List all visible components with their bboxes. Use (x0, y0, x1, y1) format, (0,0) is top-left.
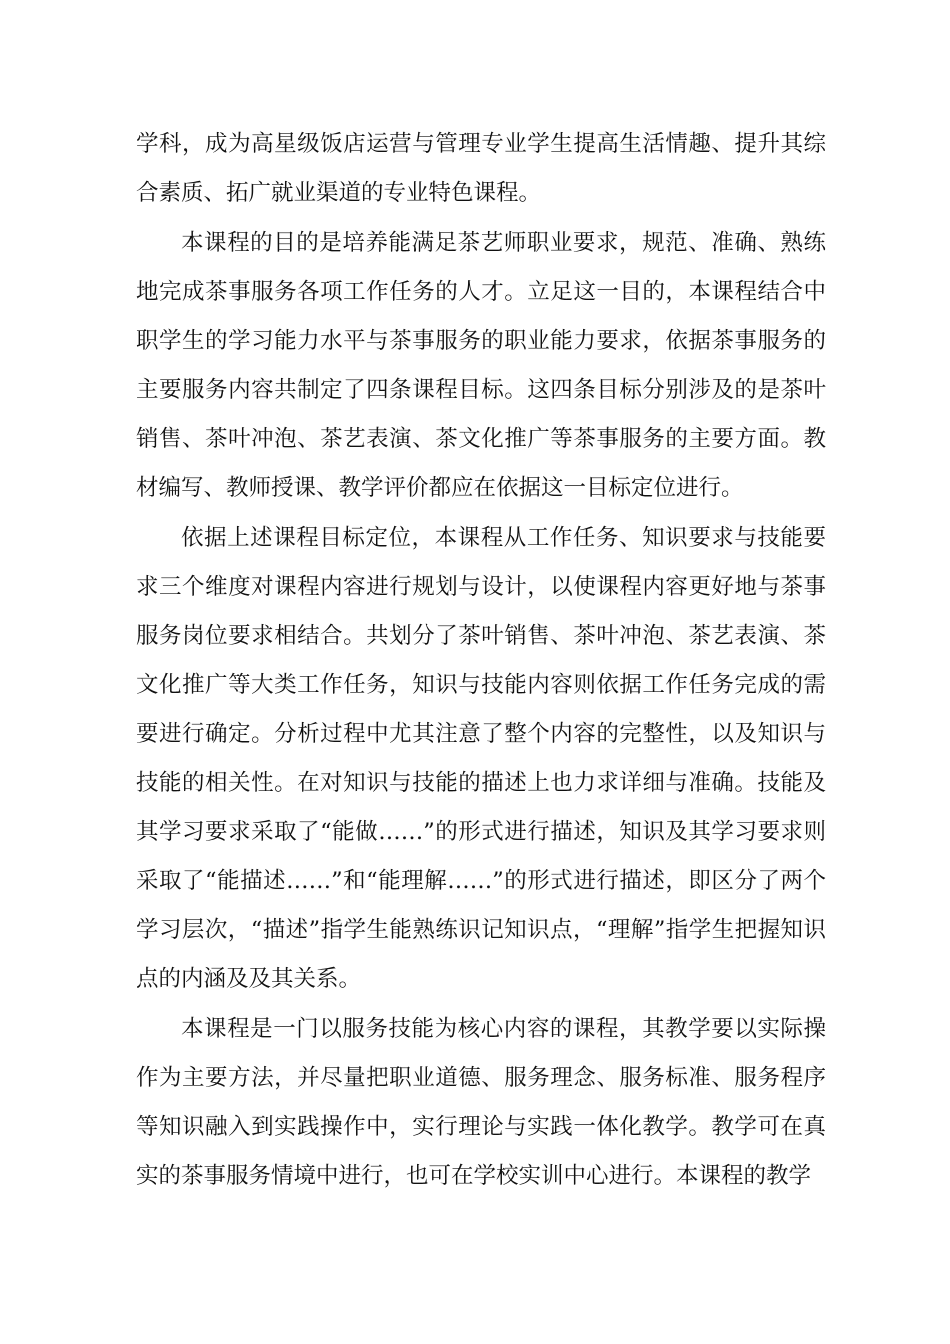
paragraph-1: 学科，成为高星级饭店运营与管理专业学生提高生活情趣、提升其综合素质、拓广就业渠道的专业特色课程。 (136, 131, 826, 206)
document-body (136, 120, 826, 1202)
paragraph-2: 本课程的目的是培养能满足茶艺师职业要求，规范、准确、熟练地完成茶事服务各项工作任务的人才。立足这一目的，本课程结合中职学生的学习能力水平与茶事服务的职业能力要求，依据茶事服务的主要服务内容共制定了四条课程目标。这四条目标分别涉及的是茶叶销售、茶叶冲泡、茶艺表演、茶文化推广等茶事服务的主要方面。教材编写、教师授课、教学评价都应在依据这一目标定位进行。 (136, 230, 826, 501)
paragraph-3: 依据上述课程目标定位，本课程从工作任务、知识要求与技能要求三个维度对课程内容进行规划与设计，以使课程内容更好地与茶事服务岗位要求相结合。共划分了茶叶销售、茶叶冲泡、茶艺表演、茶文化推广等大类工作任务，知识与技能内容则依据工作任务完成的需要进行确定。分析过程中尤其注意了整个内容的完整性，以及知识与技能的相关性。在对知识与技能的描述上也力求详细与准确。技能及其学习要求采取了“能做……”的形式进行描述，知识及其学习要求则采取了“能描述……”和“能理解……”的形式进行描述，即区分了两个学习层次，“描述”指学生能熟练识记知识点，“理解”指学生把握知识点的内涵及及其关系。 (136, 525, 826, 992)
paragraph-4: 本课程是一门以服务技能为核心内容的课程，其教学要以实际操作为主要方法，并尽量把职业道德、服务理念、服务标准、服务程序等知识融入到实践操作中，实行理论与实践一体化教学。教学可在真实的茶事服务情境中进行，也可在学校实训中心进行。本课程的教学 (136, 1016, 826, 1189)
